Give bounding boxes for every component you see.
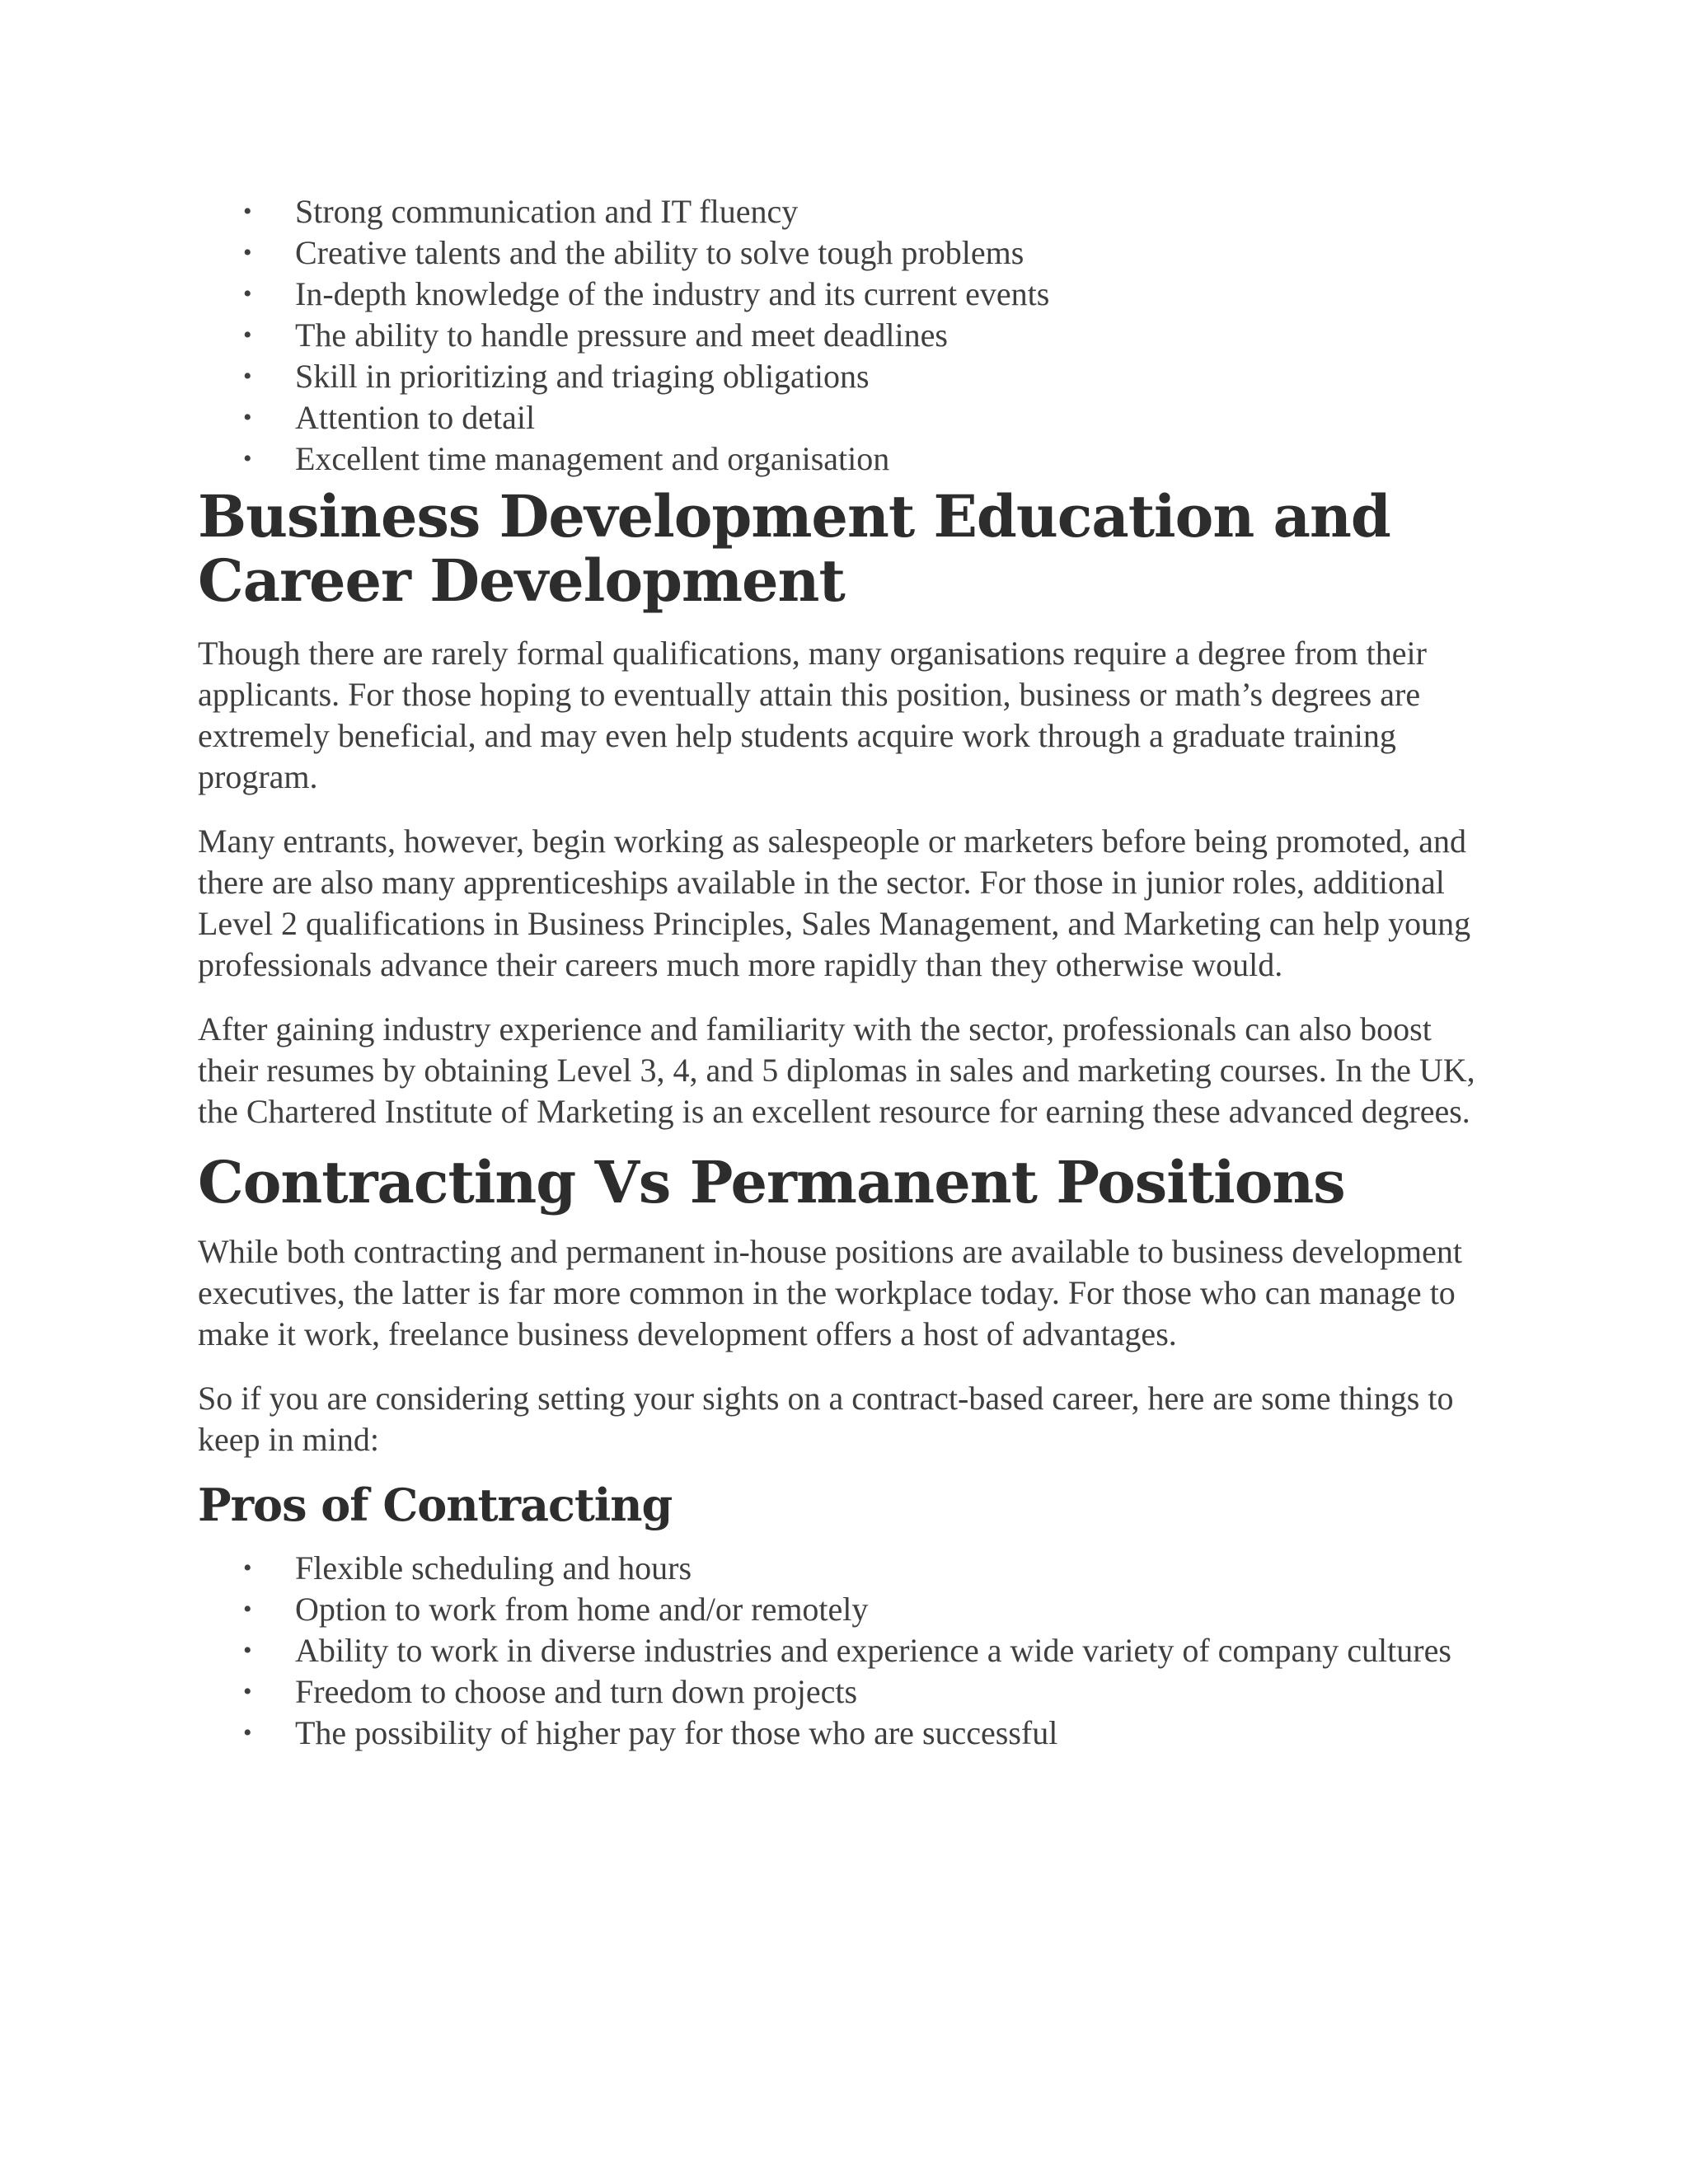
- list-item: • Strong communication and IT fluency: [198, 191, 1500, 232]
- list-item: • Freedom to choose and turn down projects: [198, 1671, 1500, 1713]
- bullet-icon: •: [243, 1596, 252, 1623]
- bullet-icon: •: [243, 1719, 252, 1746]
- bullet-icon: •: [243, 321, 252, 349]
- pros-list: [198, 1548, 1500, 1754]
- paragraph: After gaining industry experience and familiarity with the sector, professionals can also boost their resumes by obtaining Level 3, 4, and 5 diplomas in sales and marketing courses. In the UK, the Chartered Institute of Marketing is an excellent resource for earning these advanced degrees.: [198, 1010, 1475, 1130]
- bullet-icon: •: [243, 404, 252, 431]
- list-item: • Option to work from home and/or remotely: [198, 1589, 1500, 1630]
- list-item: • The possibility of higher pay for those who are successful: [198, 1713, 1500, 1754]
- section-heading-education: Business Development Education and Career Development: [198, 482, 1390, 615]
- bullet-icon: •: [243, 198, 252, 225]
- list-item: • The ability to handle pressure and meet deadlines: [198, 315, 1500, 356]
- bullet-icon: •: [243, 280, 252, 307]
- bullet-icon: •: [243, 1678, 252, 1705]
- bullet-icon: •: [243, 363, 252, 390]
- bullet-icon: •: [243, 239, 252, 266]
- bullet-icon: •: [243, 445, 252, 472]
- skills-list: [198, 191, 1500, 480]
- document-page: [198, 191, 1500, 1754]
- paragraph: While both contracting and permanent in-house positions are available to business development executives, the latter is far more common in the workplace today. For those who can manage to make it work, freelance business development offers a host of advantages.: [198, 1233, 1463, 1352]
- list-item: • In-depth knowledge of the industry and its current events: [198, 274, 1500, 315]
- section-heading-contracting: Contracting Vs Permanent Positions: [198, 1148, 1345, 1216]
- paragraph: Though there are rarely formal qualifications, many organisations require a degree from their applicants. For those hoping to eventually attain this position, business or math’s degrees are extremely beneficial, and may even help students acquire work through a graduate training program.: [198, 635, 1427, 795]
- list-item: • Excellent time management and organisation: [198, 438, 1500, 480]
- list-item: • Attention to detail: [198, 397, 1500, 438]
- bullet-icon: •: [243, 1554, 252, 1582]
- paragraph: So if you are considering setting your sights on a contract-based career, here are some things to keep in mind:: [198, 1380, 1454, 1458]
- section-heading-pros: Pros of Contracting: [198, 1479, 673, 1531]
- list-item: • Skill in prioritizing and triaging obligations: [198, 356, 1500, 397]
- list-item: • Ability to work in diverse industries and experience a wide variety of company cultures: [198, 1630, 1500, 1671]
- bullet-icon: •: [243, 1637, 252, 1664]
- list-item: • Creative talents and the ability to solve tough problems: [198, 232, 1500, 274]
- list-item: • Flexible scheduling and hours: [198, 1548, 1500, 1589]
- paragraph: Many entrants, however, begin working as salespeople or marketers before being promoted, and there are also many apprenticeships available in the sector. For those in junior roles, additional Level 2 qualifications in Business Principles, Sales Management, and Marketing can help young professionals advance their careers much more rapidly than they otherwise would.: [198, 823, 1471, 983]
